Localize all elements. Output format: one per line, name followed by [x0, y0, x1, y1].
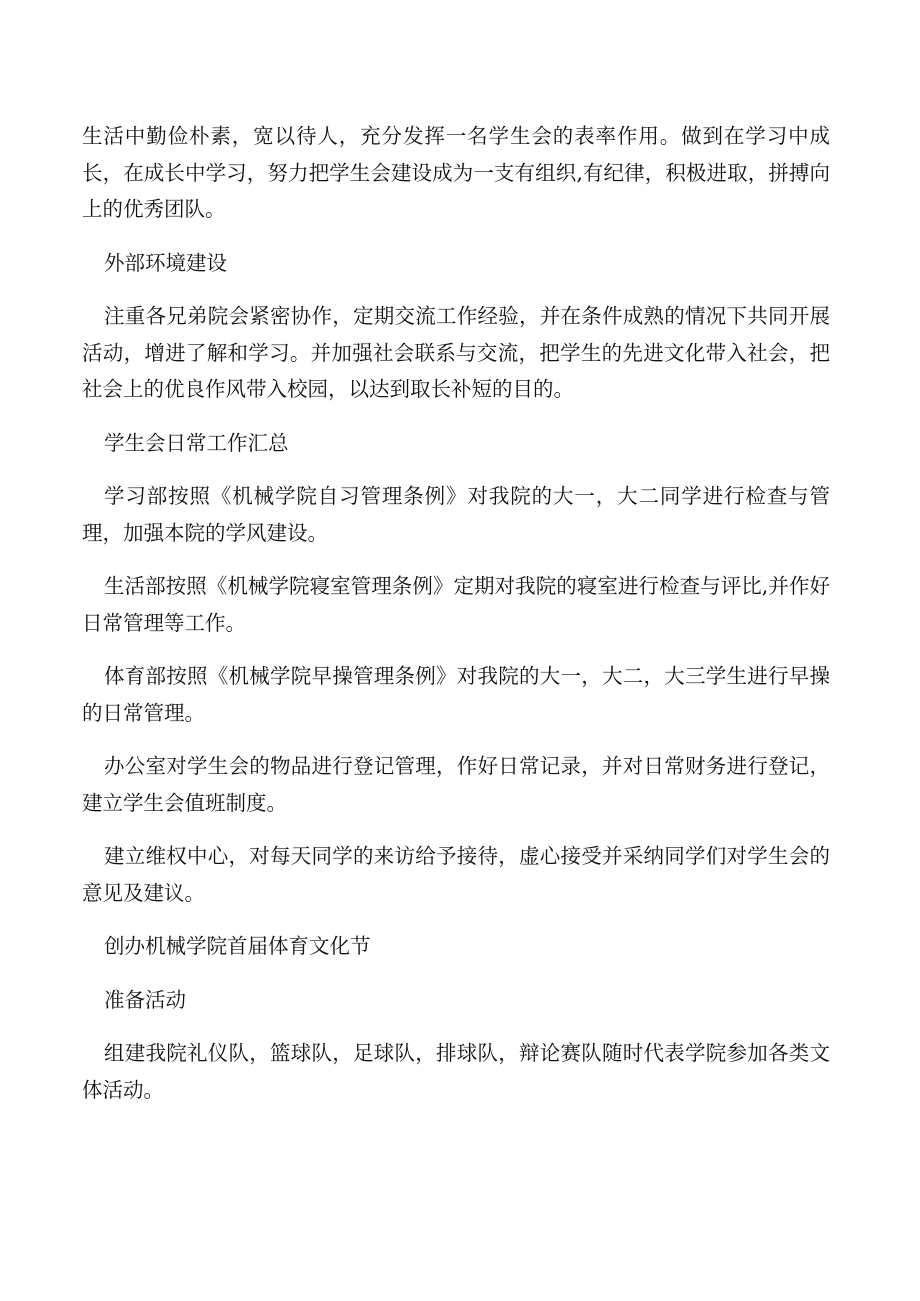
section-heading-preparation: 准备活动: [104, 987, 186, 1012]
paragraph-office: 办公室对学生会的物品进行登记管理，作好日常记录，并对日常财务进行登记，建立学生会值班制度。: [82, 754, 830, 815]
paragraph-rights-center: 建立维权中心，对每天同学的来访给予接待，虚心接受并采纳同学们对学生会的意见及建议。: [82, 844, 830, 905]
paragraph-sports-department: 体育部按照《机械学院早操管理条例》对我院的大一，大二，大三学生进行早操的日常管理。: [82, 664, 830, 725]
paragraph-intro: 生活中勤俭朴素，宽以待人，充分发挥一名学生会的表率作用。做到在学习中成长，在成长中学习，努力把学生会建设成为一支有组织,有纪律，积极进取，拼搏向上的优秀团队。: [82, 124, 830, 221]
document-body: [82, 118, 830, 1125]
paragraph-study-department: 学习部按照《机械学院自习管理条例》对我院的大一，大二同学进行检查与管理，加强本院的学风建设。: [82, 484, 830, 545]
section-heading-daily-work-summary: 学生会日常工作汇总: [104, 430, 289, 455]
paragraph-life-department: 生活部按照《机械学院寝室管理条例》定期对我院的寝室进行检查与评比,并作好日常管理等工作。: [82, 574, 830, 635]
paragraph-teams: 组建我院礼仪队，篮球队，足球队，排球队，辩论赛队随时代表学院参加各类文体活动。: [82, 1041, 830, 1102]
paragraph-external-environment: 注重各兄弟院会紧密协作，定期交流工作经验，并在条件成熟的情况下共同开展活动，增进了解和学习。并加强社会联系与交流，把学生的先进文化带入社会，把社会上的优良作风带入校园，以达到取长补短的目的。: [82, 304, 830, 401]
section-heading-external-environment: 外部环境建设: [104, 250, 227, 275]
section-heading-culture-festival: 创办机械学院首届体育文化节: [104, 934, 371, 958]
